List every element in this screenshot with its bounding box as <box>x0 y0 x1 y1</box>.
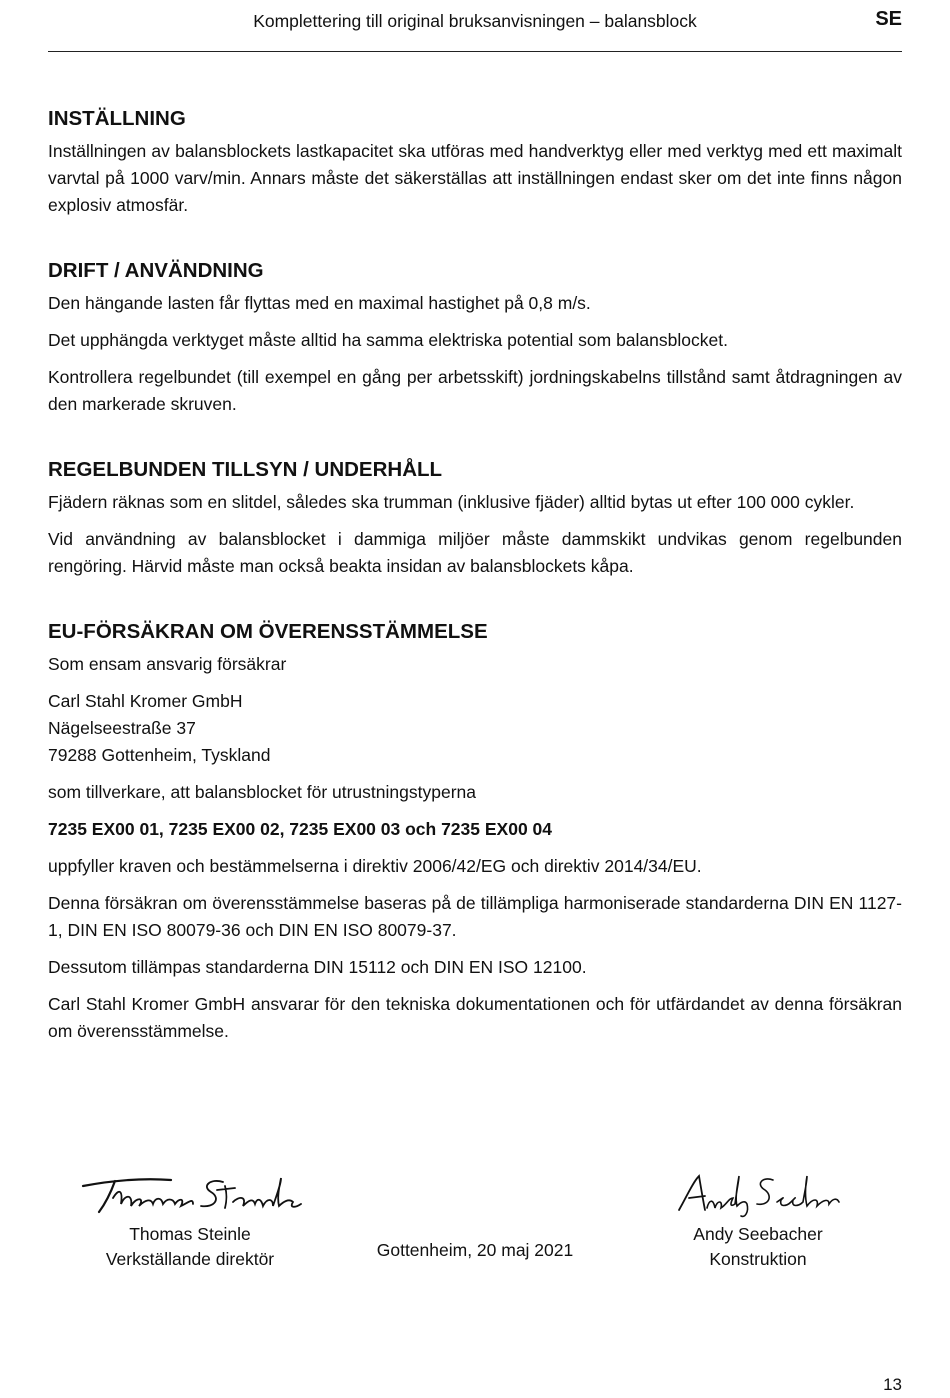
page-number: 13 <box>883 1375 902 1394</box>
signer-role: Verkställande direktör <box>105 1249 275 1269</box>
section-drift <box>48 256 902 418</box>
signer-role: Konstruktion <box>709 1249 807 1269</box>
section-eu-declaration <box>48 617 902 1045</box>
paragraph: Den hängande lasten får flyttas med en maximal hastighet på 0,8 m/s. <box>48 293 591 313</box>
company-name: Carl Stahl Kromer GmbH <box>48 691 243 711</box>
paragraph: Inställningen av balansblockets lastkapacitet ska utföras med handverktyg eller med verktyg med ett maximalt varvtal på 1000 varv/min. Annars måste det säkerställas att inställningen endast sker om det inte finns någon explosiv atmosfär. <box>48 141 902 215</box>
paragraph: Denna försäkran om överensstämmelse baseras på de tillämpliga harmoniserade standarderna DIN EN 1127-1, DIN EN ISO 80079-36 och DIN EN ISO 80079-37. <box>48 893 902 940</box>
signature-right <box>640 1168 876 1272</box>
paragraph: Dessutom tillämpas standarderna DIN 15112 och DIN EN ISO 12100. <box>48 957 587 977</box>
paragraph: Kontrollera regelbundet (till exempel en gång per arbetsskift) jordningskabelns tillstånd samt åtdragningen av den markerade skruven. <box>48 367 902 414</box>
section-heading: REGELBUNDEN TILLSYN / UNDERHÅLL <box>48 458 443 481</box>
signature-block <box>48 1168 902 1288</box>
handwritten-signature-andy-seebacher <box>673 1168 843 1220</box>
signature-left <box>68 1168 312 1272</box>
header-title: Komplettering till original bruksanvisningen – balansblock <box>253 11 697 31</box>
signer-name: Andy Seebacher <box>693 1224 823 1244</box>
paragraph: uppfyller kraven och bestämmelserna i direktiv 2006/42/EG och direktiv 2014/34/EU. <box>48 856 702 876</box>
section-tillsyn <box>48 455 902 580</box>
header-divider <box>48 51 902 52</box>
language-code: SE <box>875 8 902 30</box>
paragraph: Som ensam ansvarig försäkrar <box>48 654 287 674</box>
paragraph: Carl Stahl Kromer GmbH ansvarar för den tekniska dokumentationen och för utfärdandet av denna försäkran om överensstämmelse. <box>48 994 902 1041</box>
place-and-date: Gottenheim, 20 maj 2021 <box>376 1240 574 1260</box>
street-address: Nägelseestraße 37 <box>48 718 196 738</box>
section-installning <box>48 104 902 219</box>
manufacturer-address <box>48 688 902 769</box>
paragraph: Det upphängda verktyget måste alltid ha samma elektriska potential som balansblocket. <box>48 330 728 350</box>
paragraph: Fjädern räknas som en slitdel, således ska trumman (inklusive fjäder) alltid bytas ut efter 100 000 cykler. <box>48 492 855 512</box>
paragraph: som tillverkare, att balansblocket för utrustningstyperna <box>48 782 476 802</box>
section-heading: INSTÄLLNING <box>48 107 186 130</box>
city-address: 79288 Gottenheim, Tyskland <box>48 745 271 765</box>
equipment-types: 7235 EX00 01, 7235 EX00 02, 7235 EX00 03 och 7235 EX00 04 <box>48 819 553 839</box>
section-heading: EU-FÖRSÄKRAN OM ÖVERENSSTÄMMELSE <box>48 620 488 643</box>
paragraph: Vid användning av balansblocket i dammiga miljöer måste dammskikt undvikas genom regelbunden rengöring. Härvid måste man också beakta insidan av balansblockets kåpa. <box>48 529 902 576</box>
signer-name: Thomas Steinle <box>129 1224 251 1244</box>
handwritten-signature-thomas-steinle <box>75 1168 305 1220</box>
document-body <box>48 104 902 1082</box>
section-heading: DRIFT / ANVÄNDNING <box>48 259 264 282</box>
